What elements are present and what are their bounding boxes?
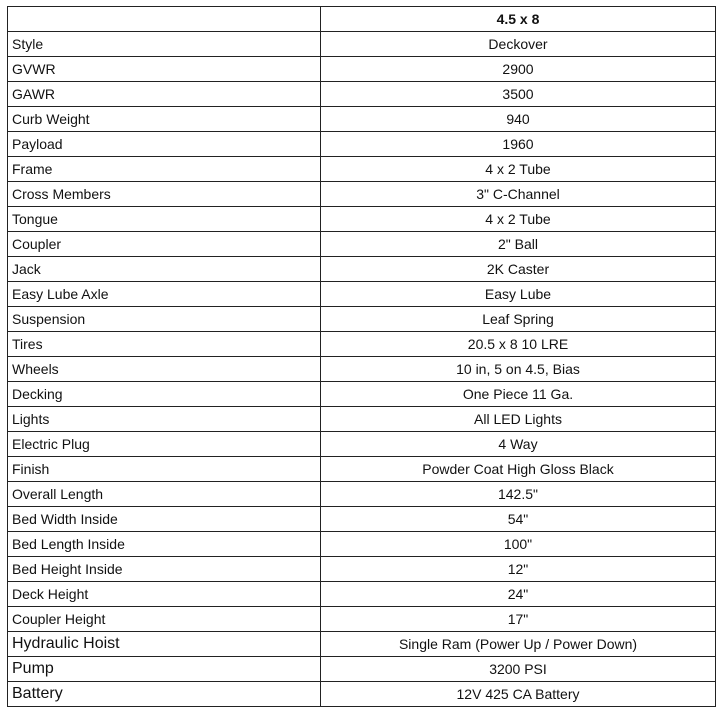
row-label: Tongue <box>8 207 321 232</box>
table-row <box>8 282 716 307</box>
row-value: 2" Ball <box>321 232 716 257</box>
row-label: Frame <box>8 157 321 182</box>
row-label: Decking <box>8 382 321 407</box>
table-row <box>8 232 716 257</box>
row-label: GVWR <box>8 57 321 82</box>
row-value: 4 x 2 Tube <box>321 157 716 182</box>
table-row <box>8 507 716 532</box>
table-row <box>8 432 716 457</box>
row-label: Finish <box>8 457 321 482</box>
row-label: Jack <box>8 257 321 282</box>
row-value: 3500 <box>321 82 716 107</box>
row-label: Coupler Height <box>8 607 321 632</box>
row-label: Hydraulic Hoist <box>8 632 321 657</box>
row-label: Deck Height <box>8 582 321 607</box>
table-row <box>8 157 716 182</box>
row-value: 3200 PSI <box>321 657 716 682</box>
row-label: Easy Lube Axle <box>8 282 321 307</box>
row-value: Single Ram (Power Up / Power Down) <box>321 632 716 657</box>
row-label: Electric Plug <box>8 432 321 457</box>
row-value: 10 in, 5 on 4.5, Bias <box>321 357 716 382</box>
row-value: 4 Way <box>321 432 716 457</box>
row-value: All LED Lights <box>321 407 716 432</box>
row-label: Overall Length <box>8 482 321 507</box>
table-row <box>8 207 716 232</box>
row-value: One Piece 11 Ga. <box>321 382 716 407</box>
table-row <box>8 632 716 657</box>
row-label: Bed Width Inside <box>8 507 321 532</box>
row-value: 940 <box>321 107 716 132</box>
row-value: 2K Caster <box>321 257 716 282</box>
row-label: Coupler <box>8 232 321 257</box>
row-label: Suspension <box>8 307 321 332</box>
table-row <box>8 32 716 57</box>
table-row <box>8 307 716 332</box>
row-value: 3" C-Channel <box>321 182 716 207</box>
table-row <box>8 482 716 507</box>
table-row <box>8 132 716 157</box>
row-value: 20.5 x 8 10 LRE <box>321 332 716 357</box>
row-value: 54" <box>321 507 716 532</box>
row-value: 12" <box>321 557 716 582</box>
row-value: 24" <box>321 582 716 607</box>
table-row <box>8 57 716 82</box>
row-label: Bed Length Inside <box>8 532 321 557</box>
table-row <box>8 182 716 207</box>
table-row <box>8 257 716 282</box>
table-row <box>8 682 716 707</box>
row-value: 4 x 2 Tube <box>321 207 716 232</box>
table-row <box>8 607 716 632</box>
table-row <box>8 357 716 382</box>
row-label: Tires <box>8 332 321 357</box>
table-row <box>8 332 716 357</box>
row-label: Payload <box>8 132 321 157</box>
row-value: 12V 425 CA Battery <box>321 682 716 707</box>
row-label: Cross Members <box>8 182 321 207</box>
row-value: Leaf Spring <box>321 307 716 332</box>
row-value: 2900 <box>321 57 716 82</box>
header-label-cell <box>8 7 321 32</box>
row-label: Style <box>8 32 321 57</box>
row-label: Wheels <box>8 357 321 382</box>
table-row <box>8 557 716 582</box>
table-row <box>8 82 716 107</box>
table-row <box>8 532 716 557</box>
row-label: Curb Weight <box>8 107 321 132</box>
row-label: Bed Height Inside <box>8 557 321 582</box>
row-label: GAWR <box>8 82 321 107</box>
row-value: Deckover <box>321 32 716 57</box>
table-row <box>8 582 716 607</box>
row-value: 142.5" <box>321 482 716 507</box>
row-value: 100" <box>321 532 716 557</box>
row-value: Easy Lube <box>321 282 716 307</box>
row-value: Powder Coat High Gloss Black <box>321 457 716 482</box>
row-label: Battery <box>8 682 321 707</box>
header-row <box>8 7 716 32</box>
row-label: Lights <box>8 407 321 432</box>
table-row <box>8 657 716 682</box>
table-row <box>8 407 716 432</box>
header-value-cell: 4.5 x 8 <box>321 7 716 32</box>
row-label: Pump <box>8 657 321 682</box>
row-value: 17" <box>321 607 716 632</box>
spec-table <box>7 6 716 707</box>
table-row <box>8 457 716 482</box>
table-row <box>8 107 716 132</box>
row-value: 1960 <box>321 132 716 157</box>
table-row <box>8 382 716 407</box>
